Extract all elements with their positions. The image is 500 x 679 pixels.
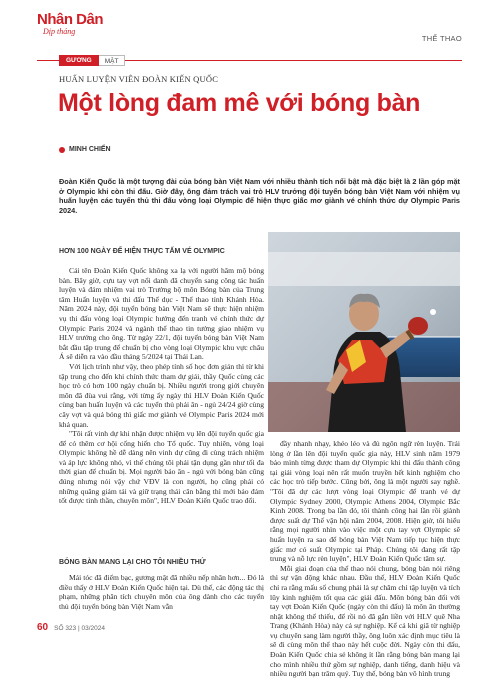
brand-logo: [37, 12, 103, 36]
kicker: HUẤN LUYỆN VIÊN ĐOÀN KIẾN QUỐC: [59, 74, 219, 84]
issue-info: SỐ 323 | 03/2024: [54, 625, 105, 632]
article-lead: Đoàn Kiến Quốc là một tượng đài của bóng bàn Việt Nam với nhiều thành tích nổi bật mà đặc biệt là 2 lần góp mặt ở Olympic khi còn thi đấu. Giờ đây, ông đảm trách vai trò HLV trưởng đội tuyển bóng bàn Việt Nam với nhiệm vụ huấn luyện các tuyển thủ thi đấu vòng loại Olympic để hiện thực giấc mơ giành vé chính thức dự Olympic Paris 2024.: [59, 177, 460, 216]
column-left-tail: [59, 573, 264, 611]
category-tag: [59, 55, 125, 66]
author-bullet-icon: [59, 147, 65, 153]
subhead-2: BÓNG BÀN MANG LẠI CHO TÔI NHIỀU THỨ: [59, 559, 206, 566]
brand-subtitle: Dịp tháng: [43, 27, 76, 36]
subhead-1: HƠN 100 NGÀY ĐỂ HIỆN THỰC TẤM VÉ OLYMPIC: [59, 248, 225, 255]
paragraph: Mỗi giai đoạn của thể thao nói chung, bóng bàn nói riêng thì sự vận động khác nhau. Đầu thế, HLV Đoàn Kiến Quốc chỉ ra rằng mấu số chung phải là sự chăm chỉ tập luyện và tích lũy kinh nghiệm tốt qua các giải đấu. Môn bóng bàn đối với tay vợt Đoàn Kiến Quốc (ngày còn thi đấu) là môn ăn thường nhật không thể thiếu, để rồi nó đã gắn liền với HLV quê Nha Trang (Khánh Hòa) này cả sự nghiệp. Kể cả khi giã từ nghiệp vụ chuyên sang làm người thầy, ông luôn xác định mục tiêu là sẽ đi cùng môn thể thao này hết cuộc đời. Ngày còn thi đấu, Đoàn Kiến Quốc chia sẻ không ít lần rằng bóng bàn mang lại cho mình nhiều thứ gồm sự nghiệp, danh tiếng, danh hiệu và nhiều người bạn trăm quý. Tuy thế, bóng bàn vô hình trung: [270, 563, 460, 679]
paragraph: đầy nhanh nhạy, khéo léo và đủ ngôn ngữ rèn luyện. Trải lòng ở lần lên đội tuyển quốc gia này, HLV sinh năm 1979 bảo mình từng được tham dự Olympic khi thi đấu thành công tại giải vòng loại nên rất muốn truyền hết kinh nghiệm cho các học trò tiếp bước. Cũng bởi, ông là một người say nghề. "Tôi đã dự các lượt vòng loại Olympic để tranh vé dự Olympic Sydney 2000, Olympic Athens 2004, Olympic Bắc Kinh 2008. Trong ba lần đó, tôi thành công hai lần rồi giành được suất dự Thế vận hội năm 2004, 2008. Hiện giờ, tôi hiểu rằng mọi người nhìn vào việc một cựu tay vợt Olympic sẽ huấn luyện ra sao để bóng bàn Việt Nam tiếp tục hiện thực giấc mơ có suất Olympic tại Pháp. Chúng tôi đang rất tập trung và nỗ lực rèn luyện", HLV Đoàn Kiến Quốc tâm sự.: [270, 439, 460, 564]
page-number: 60: [37, 622, 49, 633]
section-label: THỂ THAO: [421, 34, 462, 43]
paragraph: "Tôi rất vinh dự khi nhận được nhiệm vụ lên đội tuyển quốc gia để có thêm cơ hội cống hiến cho Tổ quốc. Tuy nhiên, vòng loại Olympic không hề dễ dàng nên vinh dự cũng đi cùng trách nhiệm và áp lực không nhỏ, vì thế chúng tôi phải tận dụng gần như tối đa thời gian để chuẩn bị. Mọi người bảo ăn - ngủ với bóng bàn cũng đúng nhưng nói vậy chứ VĐV là con người, họ cũng phải có những quãng giảm tải và giữ trạng thái cân bằng thì mới bảo đảm tốt được tinh thần, chuyên môn", HLV Đoàn Kiến Quốc trao đổi.: [59, 429, 264, 506]
article-photo: [268, 232, 460, 432]
column-right: [270, 439, 460, 679]
paragraph: Cái tên Đoàn Kiến Quốc không xa lạ với người hâm mộ bóng bàn. Bây giờ, cựu tay vợt nổi danh đã chuyển sang công tác huấn luyện và đảm nhiệm vai trò Trưởng bộ môn Bóng bàn của Trung tâm Huấn luyện và thi đấu Thể dục - Thể thao tỉnh Khánh Hòa. Năm 2024 này, đội tuyển bóng bàn Việt Nam sẽ thực hiện nhiệm vụ thi đấu vòng loại Olympic hướng đến tranh vé chính thức dự Olympic Paris 2024 và ngành thể thao tin tưởng giao nhiệm vụ HLV trưởng cho ông. Từ ngày 22/1, đội tuyển bóng bàn Việt Nam bắt đầu tập trung để chuẩn bị cho vòng loại Olympic khu vực châu Á sẽ diễn ra vào đầu tháng 5/2024 tại Thái Lan.: [59, 266, 264, 362]
paragraph: Mái tóc đã điểm bạc, gương mặt đã nhiều nếp nhăn hơn... Đó là điều thấy ở HLV Đoàn Kiến Quốc hiện tại. Dù thế, các động tác thị phạm, những phân tích chuyên môn của ông dành cho các tuyển thủ đội tuyển bóng bàn Việt Nam vẫn: [59, 573, 264, 611]
tag-secondary: MẶT: [99, 55, 126, 66]
author-name: MINH CHIẾN: [69, 146, 111, 153]
brand-name: Nhân Dân: [37, 11, 104, 28]
paragraph: Với lịch trình như vậy, theo phép tính số học đơn giản thì từ khi tập trung cho đến khi chính thức tham dự giải, thầy Quốc cùng các học trò có hơn 100 ngày chuẩn bị. Nhiều người trong giới chuyên môn đã đùa vui rằng, với từng ấy ngày thì HLV Đoàn Kiến Quốc cùng ban huấn luyện và các tuyển thủ phải ăn - ngủ 24/24 giờ cùng cây vợt và quả bóng thì giấc mơ giành vé Olympic Paris 2024 mới khả quan.: [59, 361, 264, 429]
coach-photo-illustration: [268, 232, 460, 432]
column-left: [59, 266, 264, 506]
tag-primary: GƯƠNG: [59, 55, 99, 66]
author-byline: [59, 146, 111, 153]
page-footer: [37, 622, 105, 633]
headline: Một lòng đam mê với bóng bàn: [58, 89, 421, 117]
